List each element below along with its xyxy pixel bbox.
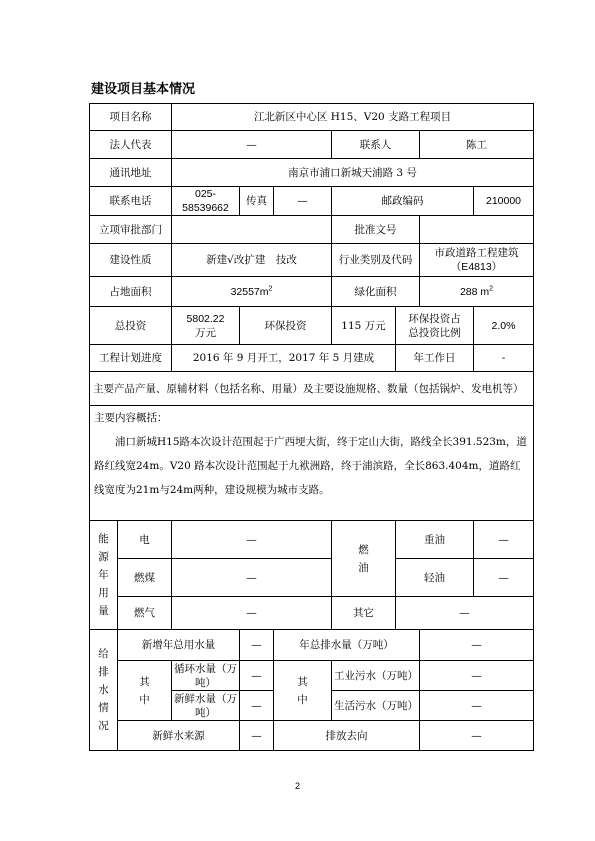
- approval-dept-label: 立项审批部门: [90, 216, 172, 244]
- address-label: 通讯地址: [90, 159, 172, 187]
- industry-value-line1: 市政道路工程建筑: [434, 247, 519, 259]
- total-investment-label: 总投资: [90, 307, 172, 345]
- contact-value: 陈工: [420, 131, 534, 159]
- energy-row-2: [90, 559, 534, 597]
- circulating-water-label: 循环水量（万吨）: [172, 661, 240, 691]
- postal-label: 邮政编码: [332, 187, 474, 216]
- contact-label: 联系人: [332, 131, 420, 159]
- row-investment: [90, 307, 534, 345]
- legal-rep-value: —: [172, 131, 332, 159]
- project-name-value: 江北新区中心区 H15、V20 支路工程项目: [172, 104, 534, 131]
- heavy-oil-label: 重油: [396, 521, 474, 559]
- row-schedule: [90, 345, 534, 372]
- among-label-right: 其 中: [274, 661, 332, 721]
- section-title: 建设项目基本情况: [91, 82, 196, 97]
- water-row-2: [90, 661, 534, 691]
- land-area-label: 占地面积: [90, 277, 172, 307]
- legal-rep-label: 法人代表: [90, 131, 172, 159]
- approval-dept-value: [172, 216, 332, 244]
- gas-label: 燃气: [118, 597, 172, 630]
- fresh-water-value: —: [240, 691, 274, 721]
- summary-paragraph: 浦口新城H15路本次设计范围起于广西埂大街，终于定山大街，路线全长391.523m，道路红线宽24m。V20 路本次设计范围起于九袱洲路，终于浦滨路，全长863.404m，道路红线宽度为21m与24m两种，建设规模为城市支路。: [94, 436, 527, 496]
- green-area-value: 288 $m^2$: [420, 277, 534, 307]
- domestic-wastewater-label: 生活污水（万吨）: [332, 691, 420, 721]
- energy-row-1: [90, 521, 534, 559]
- approval-doc-value: [420, 216, 534, 244]
- heavy-oil-value: —: [474, 521, 534, 559]
- env-investment-label: 环保投资: [240, 307, 332, 345]
- row-project-name: [90, 104, 534, 131]
- row-products: [90, 372, 534, 406]
- fax-value: —: [274, 187, 332, 216]
- products-label: 主要产品产量、原辅材料（包括名称、用量）及主要设施规格、数量（包括锅炉、发电机等）: [90, 372, 534, 406]
- fuel-oil-label: 燃 油: [332, 521, 396, 597]
- circulating-water-value: —: [240, 661, 274, 691]
- env-ratio-label: 环保投资占 总投资比例: [396, 307, 474, 345]
- light-oil-value: —: [474, 559, 534, 597]
- phone-label: 联系电话: [90, 187, 172, 216]
- row-summary: [90, 406, 534, 521]
- industry-value-line2: （E4813）: [450, 261, 503, 273]
- schedule-value: 2016 年 9 月开工，2017 年 5 月建成: [172, 345, 396, 372]
- new-total-water-label: 新增年总用水量: [118, 630, 240, 661]
- row-approval: [90, 216, 534, 244]
- water-section-label: 给 排 水 情 况: [90, 630, 118, 751]
- schedule-label: 工程计划进度: [90, 345, 172, 372]
- land-area-value: $32557m^2$: [172, 277, 332, 307]
- row-phone: [90, 187, 534, 216]
- discharge-direction-value: —: [420, 721, 534, 751]
- phone-value: 025-58539662: [172, 187, 240, 216]
- env-ratio-value: 2.0%: [474, 307, 534, 345]
- annual-discharge-label: 年总排水量（万吨）: [274, 630, 420, 661]
- row-legal-rep: [90, 131, 534, 159]
- discharge-direction-label: 排放去向: [274, 721, 420, 751]
- env-investment-value: 115 万元: [332, 307, 396, 345]
- electricity-label: 电: [118, 521, 172, 559]
- fresh-source-label: 新鲜水来源: [118, 721, 240, 751]
- new-total-water-value: —: [240, 630, 274, 661]
- fresh-water-label: 新鲜水量（万吨）: [172, 691, 240, 721]
- light-oil-label: 轻油: [396, 559, 474, 597]
- other-value: —: [396, 597, 534, 630]
- approval-doc-label: 批准文号: [332, 216, 420, 244]
- total-investment-value: 5802.22 万元: [172, 307, 240, 345]
- water-row-1: [90, 630, 534, 661]
- project-name-label: 项目名称: [90, 104, 172, 131]
- row-area: [90, 277, 534, 307]
- row-nature: [90, 244, 534, 277]
- domestic-wastewater-value: —: [420, 691, 534, 721]
- summary-cell: [90, 406, 534, 521]
- among-label-left: 其 中: [118, 661, 172, 721]
- other-label: 其它: [332, 597, 396, 630]
- coal-label: 燃煤: [118, 559, 172, 597]
- page-number: 2: [294, 781, 300, 791]
- electricity-value: —: [172, 521, 332, 559]
- fresh-source-value: —: [240, 721, 274, 751]
- green-area-label: 绿化面积: [332, 277, 420, 307]
- energy-section-label: 能 源 年 用 量: [90, 521, 118, 630]
- industry-label: 行业类别及代码: [332, 244, 420, 277]
- energy-row-3: [90, 597, 534, 630]
- gas-value: —: [172, 597, 332, 630]
- industry-value: [420, 244, 534, 277]
- workday-label: 年工作日: [396, 345, 474, 372]
- address-value: 南京市浦口新城天浦路 3 号: [172, 159, 534, 187]
- summary-label: 主要内容概括：: [94, 412, 168, 424]
- water-row-4: [90, 721, 534, 751]
- postal-value: 210000: [474, 187, 534, 216]
- workday-value: -: [474, 345, 534, 372]
- annual-discharge-value: —: [420, 630, 534, 661]
- project-info-table: [89, 103, 534, 751]
- nature-value: 新建√改扩建 技改: [172, 244, 332, 277]
- fax-label: 传真: [240, 187, 274, 216]
- row-address: [90, 159, 534, 187]
- nature-label: 建设性质: [90, 244, 172, 277]
- coal-value: —: [172, 559, 332, 597]
- industrial-wastewater-value: —: [420, 661, 534, 691]
- industrial-wastewater-label: 工业污水（万吨）: [332, 661, 420, 691]
